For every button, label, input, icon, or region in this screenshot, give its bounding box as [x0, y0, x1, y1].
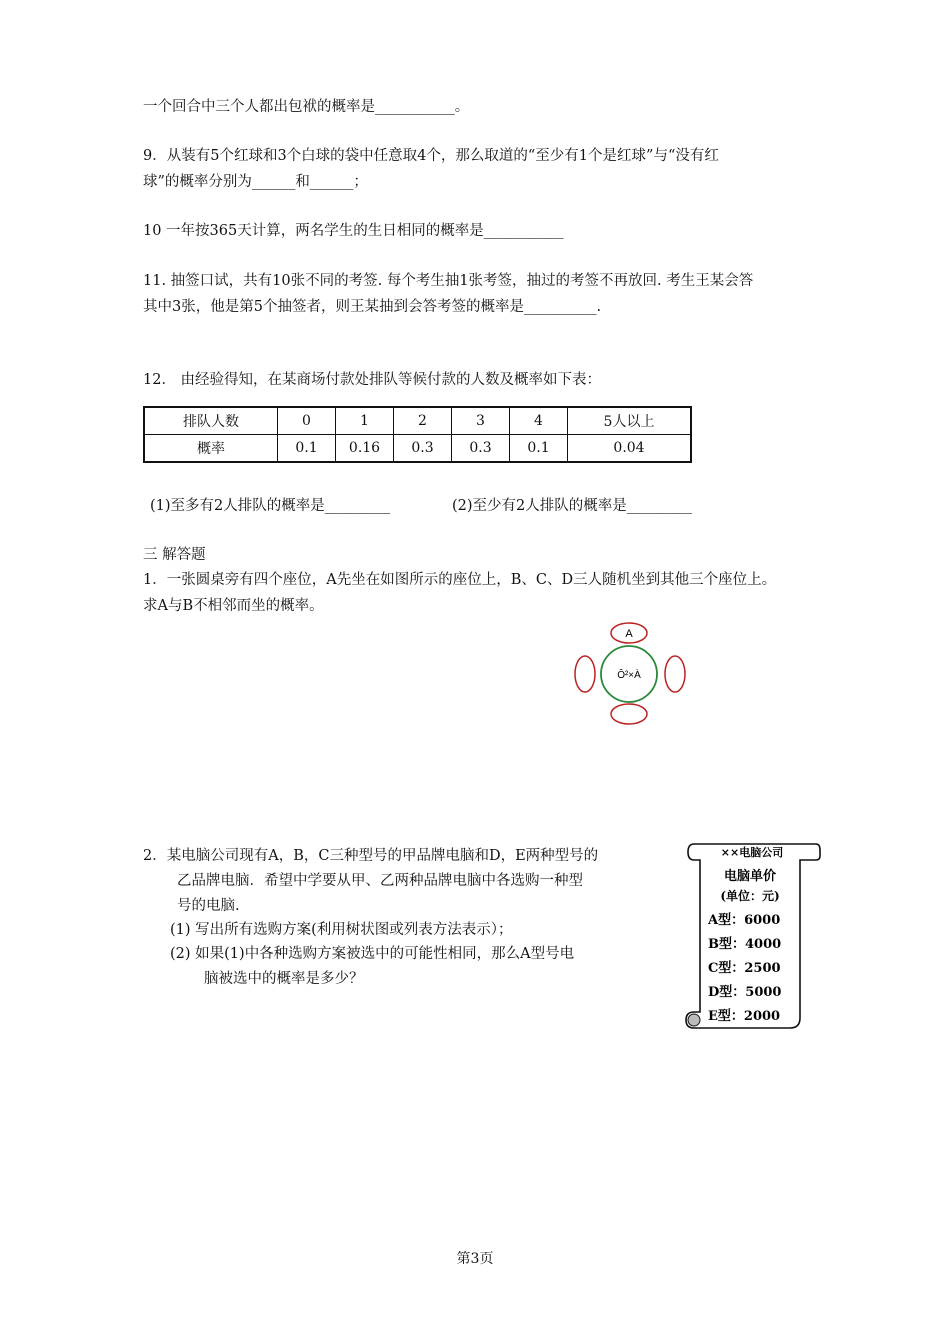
scroll-unit: (单位：元)	[720, 889, 780, 903]
queue-probability-table	[143, 406, 692, 463]
q12-part1: (1)至多有2人排队的概率是_________	[150, 498, 391, 514]
section-heading: 三 解答题	[143, 547, 206, 563]
table-cell: 0.1	[278, 435, 336, 463]
table-cell: 0.3	[394, 435, 452, 463]
seat-bottom	[611, 704, 647, 724]
scroll-title: ××电脑公司	[720, 846, 784, 859]
p2-part1: (1) 写出所有选购方案(利用树状图或列表方法表示）；	[170, 922, 513, 938]
seat-left	[575, 656, 595, 692]
table-cell: 0.1	[510, 435, 568, 463]
table-cell: 0	[278, 407, 336, 435]
table-cell: 0.16	[336, 435, 394, 463]
q9-line2: 球”的概率分别为______和______；	[143, 174, 368, 190]
table-cell: 排队人数	[144, 407, 278, 435]
table-label: Ô²×À	[617, 670, 641, 681]
scroll-curl	[688, 1014, 700, 1026]
table-cell: 0.04	[568, 435, 692, 463]
q11-line2: 其中3张，他是第5个抽签者，则王某抽到会答考签的概率是__________.	[143, 299, 602, 315]
table-cell: 0.3	[452, 435, 510, 463]
price-list-scroll-figure	[682, 840, 822, 1035]
price-item: D型：5000	[708, 985, 782, 1000]
table-cell: 3	[452, 407, 510, 435]
table-cell: 2	[394, 407, 452, 435]
q10: 10 一年按365天计算，两名学生的生日相同的概率是___________	[143, 223, 564, 239]
p2-line2: 乙品牌电脑．希望中学要从甲、乙两种品牌电脑中各选购一种型	[177, 873, 583, 889]
price-item: C型：2500	[708, 961, 781, 976]
q8-tail: 一个回合中三个人都出包袱的概率是___________。	[143, 99, 470, 115]
q11-line1: 11. 抽签口试，共有10张不同的考签. 每个考生抽1张考签，抽过的考签不再放回. 考生王某会答	[143, 273, 754, 289]
q12-intro: 12． 由经验得知，在某商场付款处排队等候付款的人数及概率如下表：	[143, 372, 602, 388]
table-cell: 4	[510, 407, 568, 435]
table-cell: 5人以上	[568, 407, 692, 435]
p2-line1: 2．某电脑公司现有A，B，C三种型号的甲品牌电脑和D，E两种型号的	[143, 848, 599, 864]
seat-right	[665, 656, 685, 692]
p1-line1: 1．一张圆桌旁有四个座位，A先坐在如图所示的座位上，B、C、D三人随机坐到其他三个座位上。	[143, 572, 777, 588]
scroll-heading: 电脑单价	[723, 869, 777, 884]
table-cell: 概率	[144, 435, 278, 463]
table-cell: 1	[336, 407, 394, 435]
seat-a-label: A	[625, 628, 633, 640]
p2-line3: 号的电脑.	[177, 898, 240, 914]
round-table-figure	[572, 620, 690, 730]
p2-part2-cont: 脑被选中的概率是多少？	[204, 971, 364, 987]
price-item: B型：4000	[708, 937, 782, 952]
q12-part2: (2)至少有2人排队的概率是_________	[452, 498, 693, 514]
page-number: 第3页	[456, 1251, 494, 1267]
p1-line2: 求A与B不相邻而坐的概率。	[143, 598, 324, 614]
price-item: E型：2000	[708, 1009, 781, 1024]
table-row	[144, 407, 691, 435]
price-item: A型：6000	[708, 913, 781, 928]
p2-part2: (2) 如果(1)中各种选购方案被选中的可能性相同，那么A型号电	[170, 946, 575, 962]
q9-line1: 9．从装有5个红球和3个白球的袋中任意取4个，那么取道的“至少有1个是红球”与“没有红	[143, 148, 719, 164]
table-row	[144, 435, 691, 463]
